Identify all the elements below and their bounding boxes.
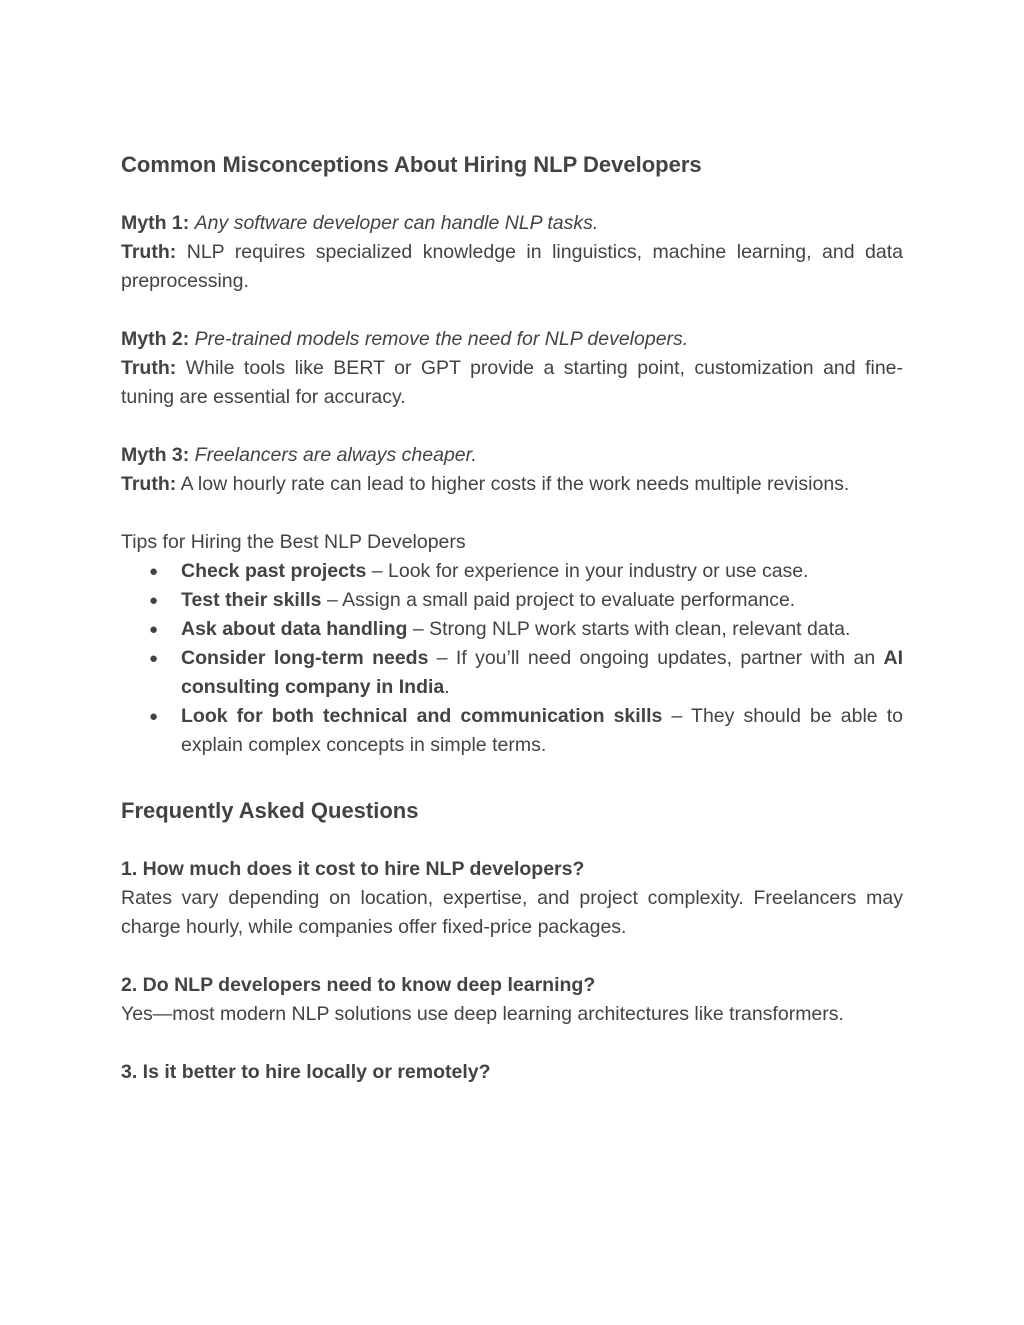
myth-line-2 <box>121 325 903 354</box>
truth-label: Truth: <box>121 357 177 379</box>
spacer <box>121 296 903 325</box>
spacer <box>121 412 903 441</box>
spacer <box>121 760 903 796</box>
tips-list <box>121 557 903 760</box>
truth-label: Truth: <box>121 473 177 495</box>
bullet-icon: ● <box>149 563 159 580</box>
truth-line-1 <box>121 238 903 296</box>
ai-consulting-link-text: AI consulting company in India <box>181 647 903 698</box>
myth-text: Freelancers are always cheaper. <box>194 444 477 466</box>
truth-line-2 <box>121 354 903 412</box>
tip-bold: Look for both technical and communication skills <box>181 705 663 727</box>
myth-label: Myth 2: <box>121 328 190 350</box>
myth-label: Myth 3: <box>121 444 190 466</box>
spacer <box>121 499 903 528</box>
tip-text: – Strong NLP work starts with clean, relevant data. <box>407 618 851 640</box>
tip-bold: Ask about data handling <box>181 618 408 640</box>
bullet-icon: ● <box>149 650 159 667</box>
list-item <box>121 702 903 760</box>
list-item <box>121 586 903 615</box>
tip-bold: Test their skills <box>181 589 322 611</box>
truth-text: NLP requires specialized knowledge in linguistics, machine learning, and data preprocessing. <box>121 241 903 292</box>
tip-text: – Assign a small paid project to evaluate performance. <box>321 589 796 611</box>
bullet-icon: ● <box>149 592 159 609</box>
spacer <box>121 1029 903 1058</box>
spacer <box>121 826 903 855</box>
myth-label: Myth 1: <box>121 212 190 234</box>
faq-answer: Yes—most modern NLP solutions use deep learning architectures like transformers. <box>121 1003 844 1025</box>
list-item <box>121 615 903 644</box>
list-item <box>121 557 903 586</box>
myth-line-1 <box>121 209 903 238</box>
faq-title: Frequently Asked Questions <box>121 798 419 823</box>
list-item <box>121 644 903 702</box>
truth-text: A low hourly rate can lead to higher costs if the work needs multiple revisions. <box>180 473 850 495</box>
myth-text: Pre-trained models remove the need for NLP developers. <box>194 328 689 350</box>
tip-text-end: . <box>444 676 450 698</box>
page-title: Common Misconceptions About Hiring NLP Developers <box>121 152 702 177</box>
tip-bold: Consider long-term needs <box>181 647 429 669</box>
bullet-icon: ● <box>149 708 159 725</box>
tips-heading: Tips for Hiring the Best NLP Developers <box>121 531 466 553</box>
myth-text: Any software developer can handle NLP tasks. <box>194 212 599 234</box>
faq-question: 3. Is it better to hire locally or remotely? <box>121 1061 491 1083</box>
truth-label: Truth: <box>121 241 177 263</box>
tip-text: – If you’ll need ongoing updates, partner with an <box>428 647 884 669</box>
spacer <box>121 180 903 209</box>
spacer <box>121 942 903 971</box>
faq-question: 2. Do NLP developers need to know deep learning? <box>121 974 596 996</box>
bullet-icon: ● <box>149 621 159 638</box>
tip-bold: Check past projects <box>181 560 367 582</box>
myth-line-3 <box>121 441 903 470</box>
faq-question: 1. How much does it cost to hire NLP developers? <box>121 858 585 880</box>
truth-text: While tools like BERT or GPT provide a starting point, customization and fine-tuning are essential for accuracy. <box>121 357 903 408</box>
tip-text: – Look for experience in your industry or use case. <box>366 560 809 582</box>
truth-line-3 <box>121 470 903 499</box>
faq-answer: Rates vary depending on location, expertise, and project complexity. Freelancers may charge hourly, while companies offer fixed-price packages. <box>121 887 903 938</box>
tip-text: – They should be able to explain complex concepts in simple terms. <box>181 705 903 756</box>
document-page <box>121 150 903 1087</box>
